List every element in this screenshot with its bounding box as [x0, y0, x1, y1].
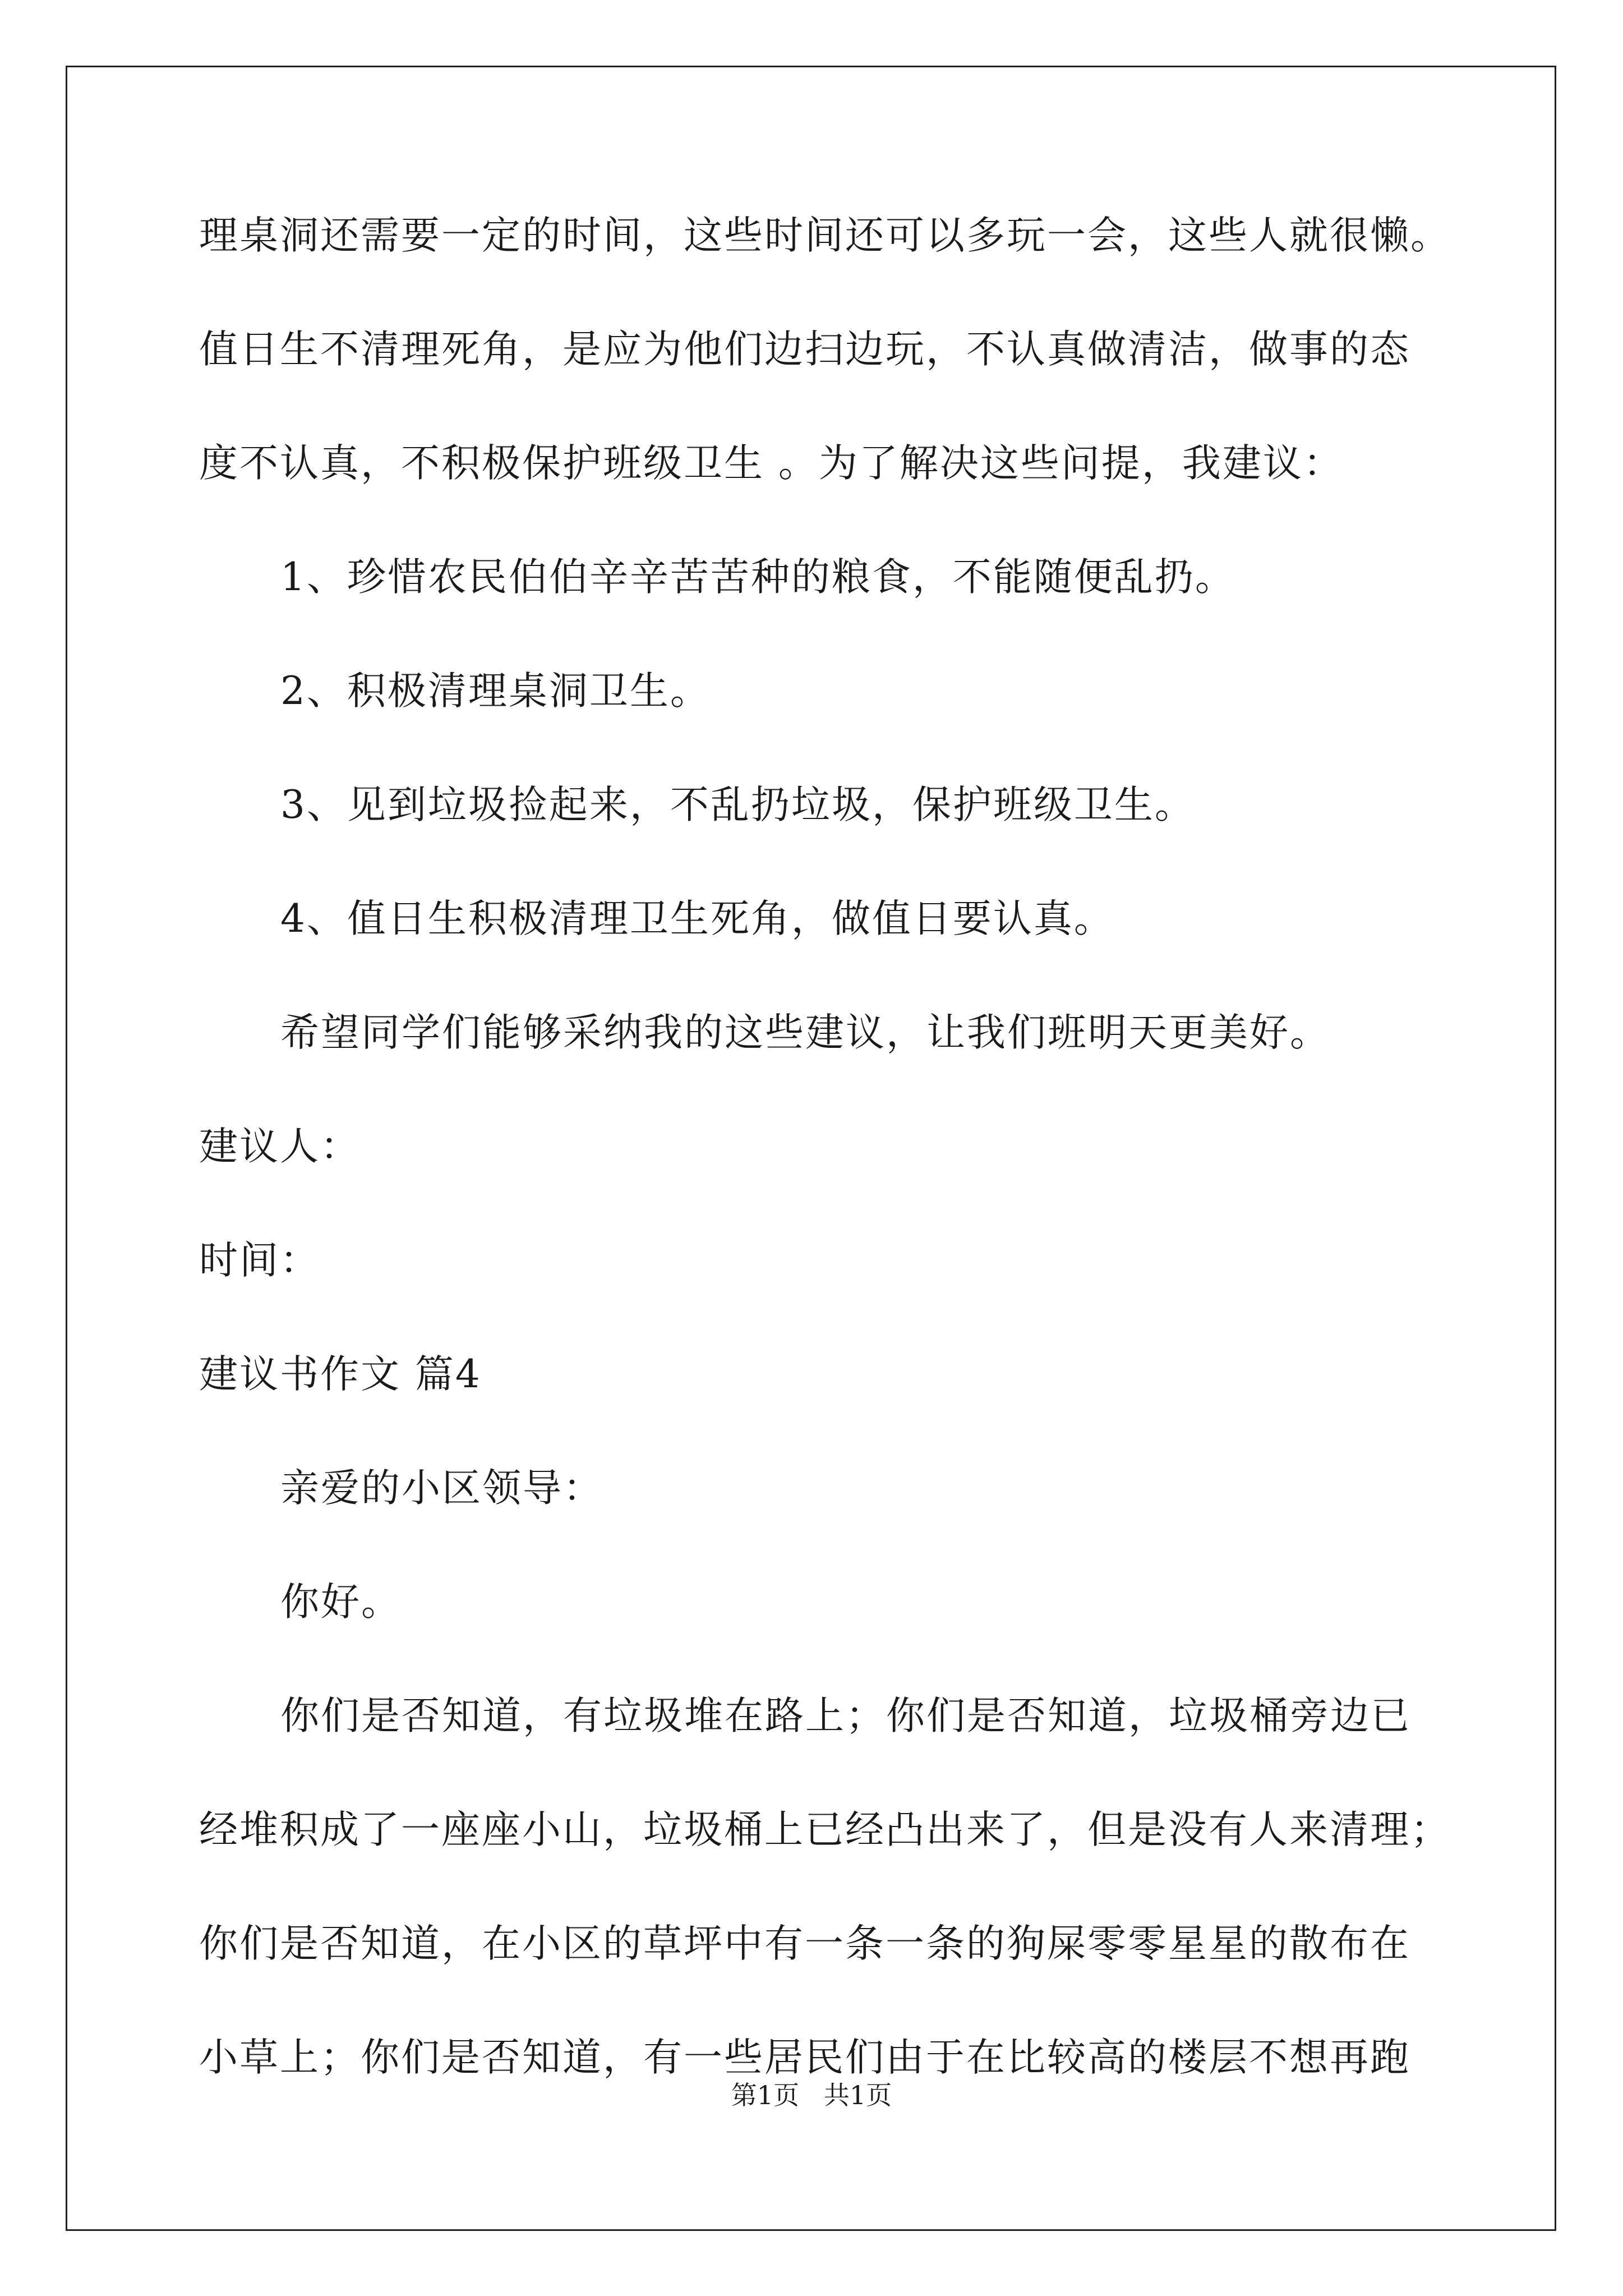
- list-item-1: 1、珍惜农民伯伯辛辛苦苦种的粮食，不能随便乱扔。: [280, 555, 1235, 600]
- body-line-2: 值日生不清理死角，是应为他们边扫边玩，不认真做清洁，做事的态: [199, 327, 1410, 372]
- list-item-4: 4、值日生积极清理卫生死角，做值日要认真。: [280, 896, 1114, 941]
- body-line-6: 你们是否知道，在小区的草坪中有一条一条的狗屎零零星星的散布在: [199, 1921, 1410, 1966]
- greeting: 你好。: [280, 1580, 402, 1625]
- closing-wish: 希望同学们能够采纳我的这些建议，让我们班明天更美好。: [280, 1010, 1330, 1055]
- page-footer: 第1页 共1页: [731, 2080, 892, 2110]
- list-item-3: 3、见到垃圾捡起来，不乱扔垃圾，保护班级卫生。: [280, 783, 1195, 827]
- date-label: 时间：: [199, 1238, 320, 1283]
- body-line-3: 度不认真，不积极保护班级卫生 。为了解决这些问提，我建议：: [199, 441, 1344, 486]
- list-item-2: 2、积极清理桌洞卫生。: [280, 669, 711, 714]
- body-line-4: 你们是否知道，有垃圾堆在路上；你们是否知道，垃圾桶旁边已: [280, 1694, 1411, 1738]
- section-heading: 建议书作文 篇4: [199, 1352, 482, 1397]
- proposer-label: 建议人：: [199, 1124, 361, 1169]
- salutation: 亲爱的小区领导：: [280, 1466, 603, 1511]
- body-line-5: 经堆积成了一座座小山，垃圾桶上已经凸出来了，但是没有人来清理；: [199, 1807, 1451, 1852]
- body-line-1: 理桌洞还需要一定的时间，这些时间还可以多玩一会，这些人就很懒。: [199, 213, 1451, 258]
- body-line-7: 小草上；你们是否知道，有一些居民们由于在比较高的楼层不想再跑: [199, 2035, 1410, 2080]
